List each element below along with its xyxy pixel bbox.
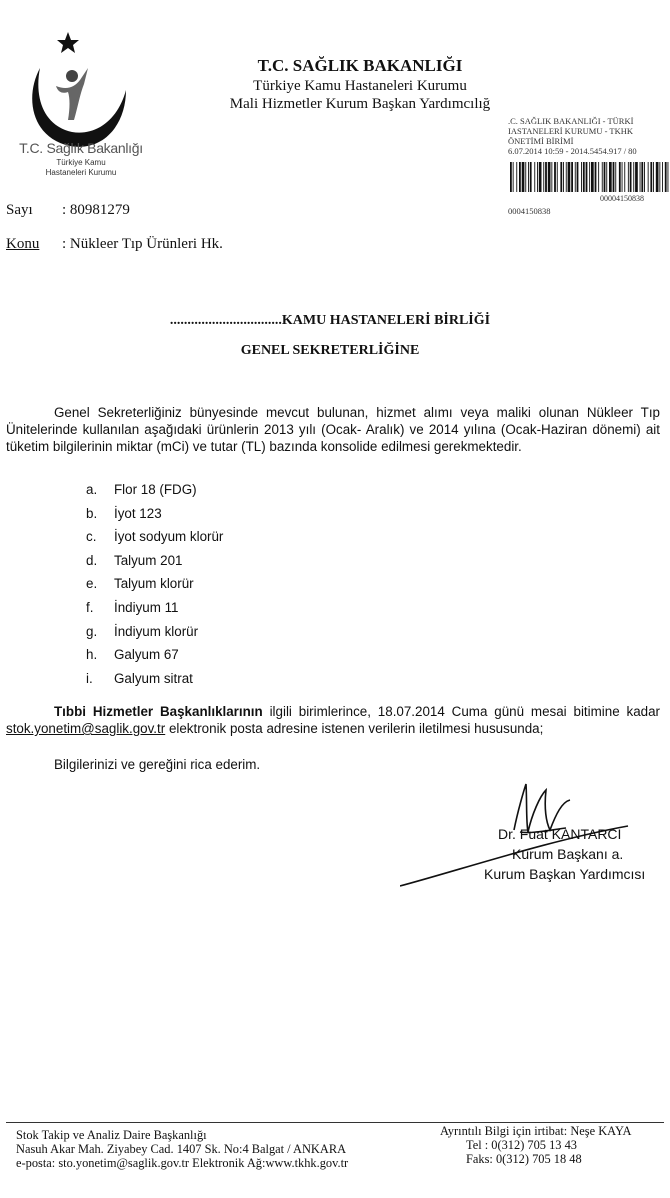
body-paragraph: Genel Sekreterliğiniz bünyesinde mevcut bulunan, hizmet alımı veya maliki olunan Nükleer Tıp Ünitelerinde kullanılan aşağıdaki ürünlerin 2013 yılı (Ocak- Aralık) ve 2014 yılına (Ocak-Haziran dönemi) ait tüketim bilgilerinin miktar (mCi) ve tutar (TL) bazında konsolide edilmesi gerekmektedir.	[6, 405, 660, 454]
barcode-bar	[560, 162, 562, 192]
barcode-bar	[525, 162, 526, 192]
barcode-bar	[656, 162, 659, 192]
barcode-number-small: 00004150838	[600, 194, 644, 203]
footer-left	[16, 1128, 348, 1170]
list-text: İyot sodyum klorür	[114, 529, 224, 545]
barcode-bar	[575, 162, 576, 192]
barcode-bar	[619, 162, 621, 192]
konu-value: : Nükleer Tıp Ürünleri Hk.	[62, 236, 223, 252]
barcode-bar	[604, 162, 606, 192]
barcode-bar	[528, 162, 529, 192]
barcode-bar	[519, 162, 521, 192]
star-icon	[57, 32, 79, 53]
list-marker: g.	[86, 623, 98, 639]
list-marker: f.	[86, 599, 94, 615]
list-marker: h.	[86, 647, 98, 663]
barcode-bar	[522, 162, 525, 192]
stamp-line: IASTANELERİ KURUMU - TKHK	[508, 126, 634, 136]
list-marker: a.	[86, 482, 98, 497]
barcode-bar	[648, 162, 649, 192]
instruction-paragraph	[6, 703, 660, 737]
barcode-bar	[557, 162, 558, 192]
footer-divider	[6, 1122, 664, 1123]
list-marker: e.	[86, 576, 98, 592]
barcode-bar	[551, 162, 552, 192]
header-ministry: T.C. SAĞLIK BAKANLIĞI	[257, 56, 463, 75]
logo-name: T.C. Sağlık Bakanlığı	[19, 140, 143, 156]
list-item	[86, 576, 223, 600]
footer-address: Nasuh Akar Mah. Ziyabey Cad. 1407 Sk. No:4 Balgat / ANKARA	[16, 1142, 347, 1156]
konu-label: Konu	[6, 236, 40, 252]
signatory-position: Kurum Başkan Yardımcısı	[484, 866, 646, 882]
barcode-bar	[602, 162, 603, 192]
paragraph-bold-text: Tıbbi Hizmetler Başkanlıklarının	[54, 704, 263, 719]
barcode-bar	[668, 162, 669, 192]
barcode-bar	[640, 162, 641, 192]
barcode	[510, 162, 670, 192]
list-item	[86, 671, 223, 695]
header-institution: Türkiye Kamu Hastaneleri Kurumu	[253, 78, 467, 94]
barcode-bar	[539, 162, 542, 192]
barcode-bar	[641, 162, 643, 192]
barcode-bar	[583, 162, 585, 192]
barcode-bar	[653, 162, 654, 192]
barcode-bar	[591, 162, 594, 192]
header-department: Mali Hizmetler Kurum Başkan Yardımcılığ	[229, 96, 491, 112]
email-link[interactable]: stok.yonetim@saglik.gov.tr	[6, 721, 166, 736]
barcode-bar	[566, 162, 567, 192]
barcode-bar	[659, 162, 660, 192]
barcode-bar	[598, 162, 599, 192]
barcode-bar	[644, 162, 645, 192]
list-item	[86, 624, 223, 648]
list-marker: d.	[86, 552, 98, 568]
crescent-icon	[32, 68, 126, 147]
barcode-bar	[595, 162, 597, 192]
signatory-title: Kurum Başkanı a.	[512, 846, 624, 862]
barcode-bar	[589, 162, 590, 192]
barcode-bar	[516, 162, 517, 192]
closing-line: Bilgilerinizi ve gereğini rica ederim.	[54, 757, 261, 772]
footer-contact: e-posta: sto.yonetim@saglik.gov.tr Elektronik Ağ:www.tkhk.gov.tr	[16, 1156, 349, 1170]
barcode-bar	[568, 162, 571, 192]
barcode-bar	[624, 162, 625, 192]
list-marker: i.	[86, 670, 93, 686]
product-list	[86, 482, 223, 694]
barcode-bar	[609, 162, 612, 192]
barcode-bar	[577, 162, 579, 192]
barcode-bar	[606, 162, 607, 192]
sayi-label: Sayı	[6, 202, 33, 218]
barcode-bar	[622, 162, 623, 192]
barcode-bar	[662, 162, 663, 192]
barcode-bar	[665, 162, 667, 192]
registry-stamp	[508, 116, 670, 156]
list-text: İndiyum 11	[114, 599, 179, 615]
list-item	[86, 647, 223, 671]
barcode-bar	[581, 162, 582, 192]
list-item	[86, 529, 223, 553]
barcode-bar	[571, 162, 573, 192]
signatory-name: Dr. Fuat KANTARCI	[498, 826, 622, 842]
barcode-bar	[537, 162, 538, 192]
footer-contact-person: Ayrıntılı Bilgi için irtibat: Neşe KAYA	[440, 1124, 632, 1138]
barcode-bar	[534, 162, 535, 192]
logo-sub-line2: Hastaneleri Kurumu	[45, 168, 117, 177]
list-text: Talyum klorür	[114, 576, 194, 592]
list-text: İndiyum klorür	[114, 623, 199, 639]
barcode-bar	[563, 162, 564, 192]
barcode-bar	[513, 162, 514, 192]
figure-head-icon	[66, 70, 78, 82]
barcode-bar	[530, 162, 532, 192]
list-item	[86, 553, 223, 577]
barcode-bar	[586, 162, 588, 192]
addressee-line2: GENEL SEKRETERLİĞİNE	[240, 343, 420, 358]
sayi-value: : 80981279	[62, 202, 130, 218]
barcode-bar	[510, 162, 512, 192]
barcode-bar	[548, 162, 551, 192]
list-text: İyot 123	[114, 505, 162, 521]
list-item	[86, 600, 223, 624]
list-text: Talyum 201	[114, 552, 183, 568]
barcode-bar	[554, 162, 556, 192]
list-text: Galyum sitrat	[114, 670, 193, 686]
list-item	[86, 482, 223, 506]
stamp-line: 6.07.2014 10:59 - 2014.5454.917 / 80	[508, 146, 637, 156]
addressee-line1: ................................KAMU HASTANELERİ BİRLİĞİ	[169, 313, 491, 328]
barcode-bar	[633, 162, 634, 192]
stamp-line: .C. SAĞLIK BAKANLIĞI - TÜRKİ	[508, 116, 634, 126]
barcode-bar	[628, 162, 629, 192]
barcode-bar	[635, 162, 638, 192]
footer-department: Stok Takip ve Analiz Daire Başkanlığı	[16, 1128, 207, 1142]
paragraph-text: ilgili birimlerince, 18.07.2014 Cuma günü mesai bitimine kadar	[262, 704, 660, 719]
barcode-bar	[613, 162, 615, 192]
footer-phone: Tel : 0(312) 705 13 43	[466, 1138, 577, 1152]
barcode-bar	[543, 162, 544, 192]
list-marker: b.	[86, 505, 98, 521]
footer-fax: Faks: 0(312) 705 18 48	[466, 1152, 582, 1166]
list-marker: c.	[86, 529, 97, 545]
barcode-bar	[615, 162, 616, 192]
barcode-bar	[650, 162, 652, 192]
list-item	[86, 506, 223, 530]
logo-subtitle	[6, 158, 156, 178]
list-text: Flor 18 (FDG)	[114, 482, 197, 497]
list-text: Galyum 67	[114, 647, 179, 663]
barcode-bar	[630, 162, 632, 192]
logo-sub-line1: Türkiye Kamu	[56, 158, 106, 167]
barcode-bar	[545, 162, 547, 192]
barcode-number: 0004150838	[508, 206, 551, 216]
paragraph-text: elektronik posta adresine istenen verilerin iletilmesi hususunda;	[165, 721, 544, 736]
stamp-line: ÖNETİMİ BİRİMİ	[508, 136, 574, 146]
footer-right	[440, 1124, 631, 1166]
